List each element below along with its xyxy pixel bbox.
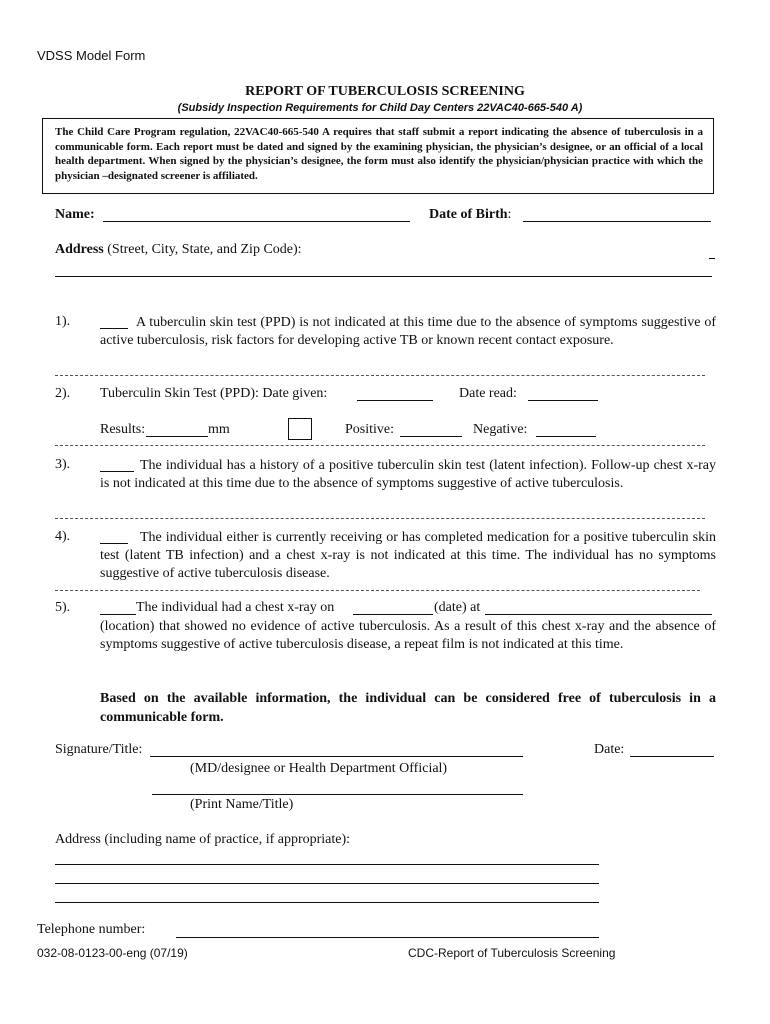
print-name-caption: (Print Name/Title) — [190, 797, 294, 812]
practice-address-line-2[interactable] — [55, 883, 599, 884]
results-checkbox[interactable] — [288, 418, 312, 440]
telephone-label: Telephone number: — [37, 922, 146, 937]
results-label: Results: — [100, 422, 146, 437]
practice-address-line-1[interactable] — [55, 864, 599, 865]
item-5-text-a: The individual had a chest x-ray on — [136, 600, 335, 615]
negative-label: Negative: — [473, 422, 528, 437]
positive-label: Positive: — [345, 422, 395, 437]
divider — [55, 518, 705, 519]
results-unit: mm — [208, 422, 230, 437]
footer-form-number: 032-08-0123-00-eng (07/19) — [37, 946, 188, 960]
item-2-number: 2). — [55, 386, 71, 401]
page-subtitle: (Subsidy Inspection Requirements for Child Day Centers 22VAC40-665-540 A) — [177, 102, 583, 114]
results-field[interactable] — [146, 436, 208, 437]
signature-label: Signature/Title: — [55, 742, 143, 757]
xray-date-field[interactable] — [353, 614, 433, 615]
dob-field[interactable] — [523, 221, 711, 222]
regulation-notice-text: The Child Care Program regulation, 22VAC40-665-540 A requires that staff submit a report indicating the absence of tuberculosis in a communicable form. Each report must be dated and signed by the examining physician, the physician’s designee, or an official of a local health department. When signed by the physician’s designee, the form must also identify the physician/physician practice with which the physician –designated screener is affiliated. — [55, 126, 703, 182]
signature-caption: (MD/designee or Health Department Official) — [190, 761, 448, 776]
ppd-date-given-label: Tuberculin Skin Test (PPD): Date given: — [100, 386, 328, 401]
telephone-field[interactable] — [176, 937, 599, 938]
item-3-text: The individual has a history of a positive tuberculin skin test (latent infection). Follow-up chest x-ray is not indicated at this time due to the absence of symptoms suggestive of active tuberculosis. — [100, 458, 716, 491]
item-1-text: A tuberculin skin test (PPD) is not indicated at this time due to the absence of symptoms suggestive of active tuberculosis, risk factors for developing active TB or known recent contact exposure. — [100, 315, 716, 348]
name-label: Name: — [55, 207, 95, 222]
item-5-text-b: (date) at — [434, 600, 481, 615]
item-5-number: 5). — [55, 600, 71, 615]
practice-address-label: Address (including name of practice, if appropriate): — [55, 832, 351, 847]
xray-location-field[interactable] — [485, 614, 712, 615]
dob-label: Date of Birth: — [429, 207, 512, 222]
item-3-number: 3). — [55, 457, 71, 472]
ppd-date-given-field[interactable] — [357, 400, 433, 401]
page-title: REPORT OF TUBERCULOSIS SCREENING — [245, 84, 525, 99]
header-label: VDSS Model Form — [37, 48, 146, 63]
item-4-number: 4). — [55, 529, 71, 544]
divider — [55, 375, 705, 376]
footer-form-title: CDC-Report of Tuberculosis Screening — [408, 946, 616, 960]
name-field[interactable] — [103, 221, 410, 222]
signature-field[interactable] — [150, 756, 523, 757]
divider — [55, 445, 705, 446]
date-read-label: Date read: — [459, 386, 517, 401]
item-5-checkbox-line[interactable] — [100, 614, 136, 615]
address-label: Address (Street, City, State, and Zip Code): — [55, 242, 302, 257]
conclusion-text: Based on the available information, the individual can be considered free of tuberculosis in a communicable form. — [100, 691, 716, 725]
divider — [55, 590, 700, 591]
date-read-field[interactable] — [528, 400, 598, 401]
address-field-tail[interactable] — [709, 258, 715, 259]
item-4-text: The individual either is currently receiving or has completed medication for a positive tuberculin skin test (latent TB infection) and a chest x-ray is not indicated at this time. The individual has no symptoms suggestive of active tuberculosis disease. — [100, 530, 716, 581]
positive-field[interactable] — [400, 436, 462, 437]
signature-date-label: Date: — [594, 742, 625, 757]
item-5-text-c: (location) that showed no evidence of active tuberculosis. As a result of this chest x-ray and the absence of symptoms suggestive of active tuberculosis disease, a repeat film is not indicated at this time. — [100, 619, 716, 652]
practice-address-line-3[interactable] — [55, 902, 599, 903]
address-field[interactable] — [55, 276, 712, 277]
negative-field[interactable] — [536, 436, 596, 437]
print-name-field[interactable] — [152, 794, 523, 795]
signature-date-field[interactable] — [630, 756, 714, 757]
regulation-notice-box — [42, 118, 714, 194]
item-1-number: 1). — [55, 314, 71, 329]
